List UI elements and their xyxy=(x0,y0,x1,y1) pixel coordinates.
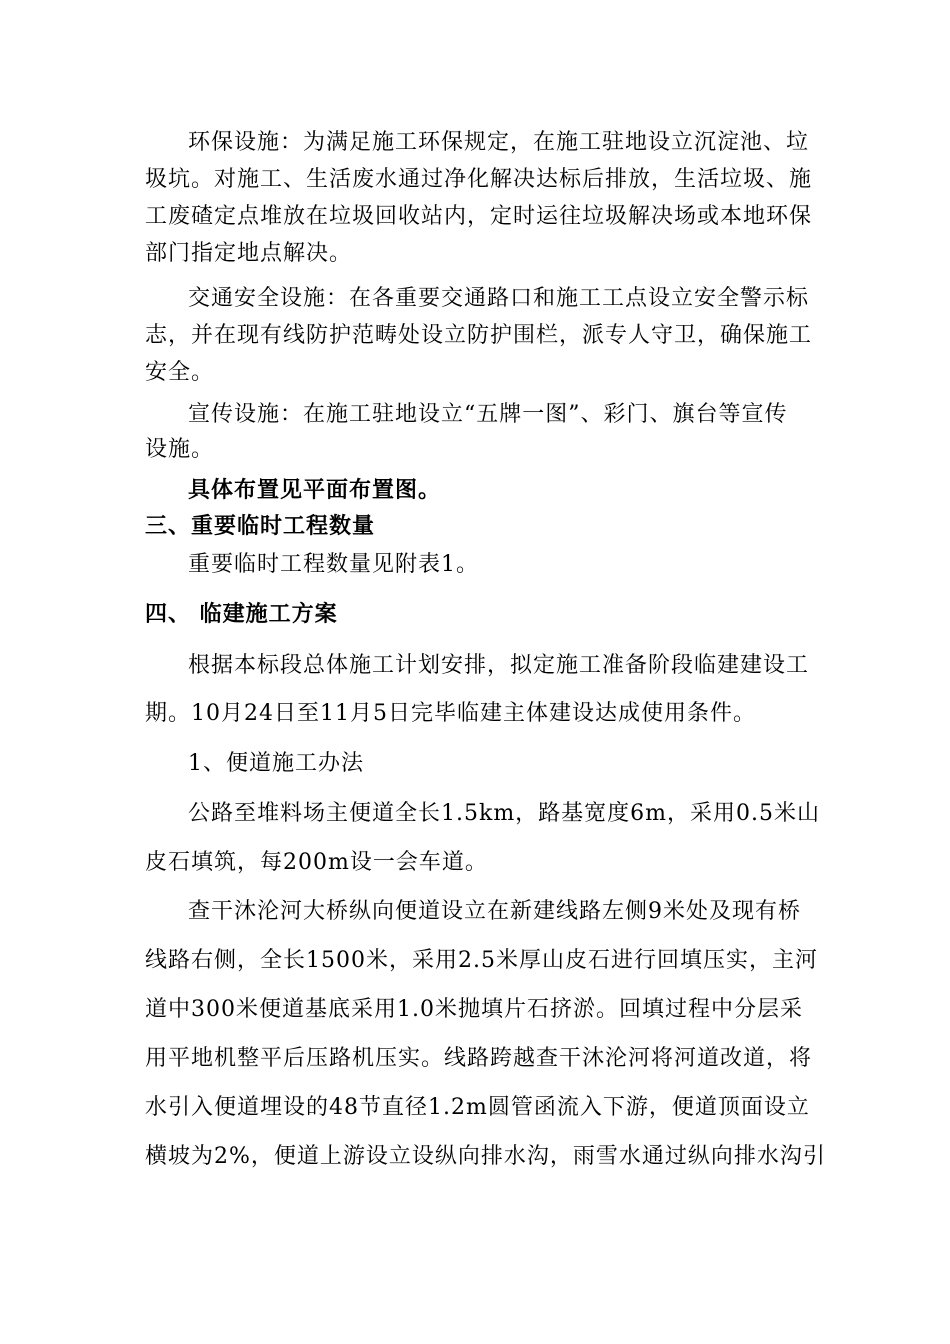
paragraph-line: 用平地机整平后压路机压实。线路跨越查干沐沦河将河道改道，将 xyxy=(145,1046,813,1071)
paragraph-line: 交通安全设施：在各重要交通路口和施工工点设立安全警示标 xyxy=(188,286,810,311)
section-heading: 三、重要临时工程数量 xyxy=(145,514,376,539)
paragraph-line: 期。10月24日至11月5日完毕临建主体建设达成使用条件。 xyxy=(145,701,756,726)
paragraph-line: 安全。 xyxy=(145,360,215,385)
paragraph-line: 工废碴定点堆放在垃圾回收站内，定时运往垃圾解决场或本地环保 xyxy=(145,204,813,229)
paragraph-line: 部门指定地点解决。 xyxy=(145,241,353,266)
subsection-heading: 1、便道施工办法 xyxy=(188,751,364,776)
paragraph-line: 横坡为2%，便道上游设立设纵向排水沟，雨雪水通过纵向排水沟引 xyxy=(145,1144,826,1169)
paragraph-line: 宣传设施：在施工驻地设立“五牌一图”、彩门、旗台等宣传 xyxy=(188,402,788,427)
paragraph-line: 环保设施：为满足施工环保规定，在施工驻地设立沉淀池、垃 xyxy=(188,130,810,155)
paragraph-line: 皮石填筑，每200m设一会车道。 xyxy=(145,850,488,875)
paragraph-line: 查干沐沦河大桥纵向便道设立在新建线路左侧9米处及现有桥 xyxy=(188,899,801,924)
paragraph-line: 线路右侧，全长1500米，采用2.5米厚山皮石进行回填压实，主河 xyxy=(145,948,818,973)
paragraph-line: 水引入便道埋设的48节直径1.2m圆管函流入下游，便道顶面设立 xyxy=(145,1095,810,1120)
paragraph-line: 圾坑。对施工、生活废水通过净化解决达标后排放，生活垃圾、施 xyxy=(145,167,813,192)
paragraph-line: 道中300米便道基底采用1.0米抛填片石挤淤。回填过程中分层采 xyxy=(145,997,803,1022)
bold-note: 具体布置见平面布置图。 xyxy=(188,478,442,503)
paragraph-line: 公路至堆料场主便道全长1.5km，路基宽度6m，采用0.5米山 xyxy=(188,801,821,826)
paragraph-line: 重要临时工程数量见附表1。 xyxy=(188,552,479,577)
paragraph-line: 设施。 xyxy=(145,437,215,462)
section-heading: 四、 临建施工方案 xyxy=(145,602,338,627)
paragraph-line: 根据本标段总体施工计划安排，拟定施工准备阶段临建建设工 xyxy=(188,653,810,678)
paragraph-line: 志，并在现有线防护范畴处设立防护围栏，派专人守卫，确保施工 xyxy=(145,323,813,348)
